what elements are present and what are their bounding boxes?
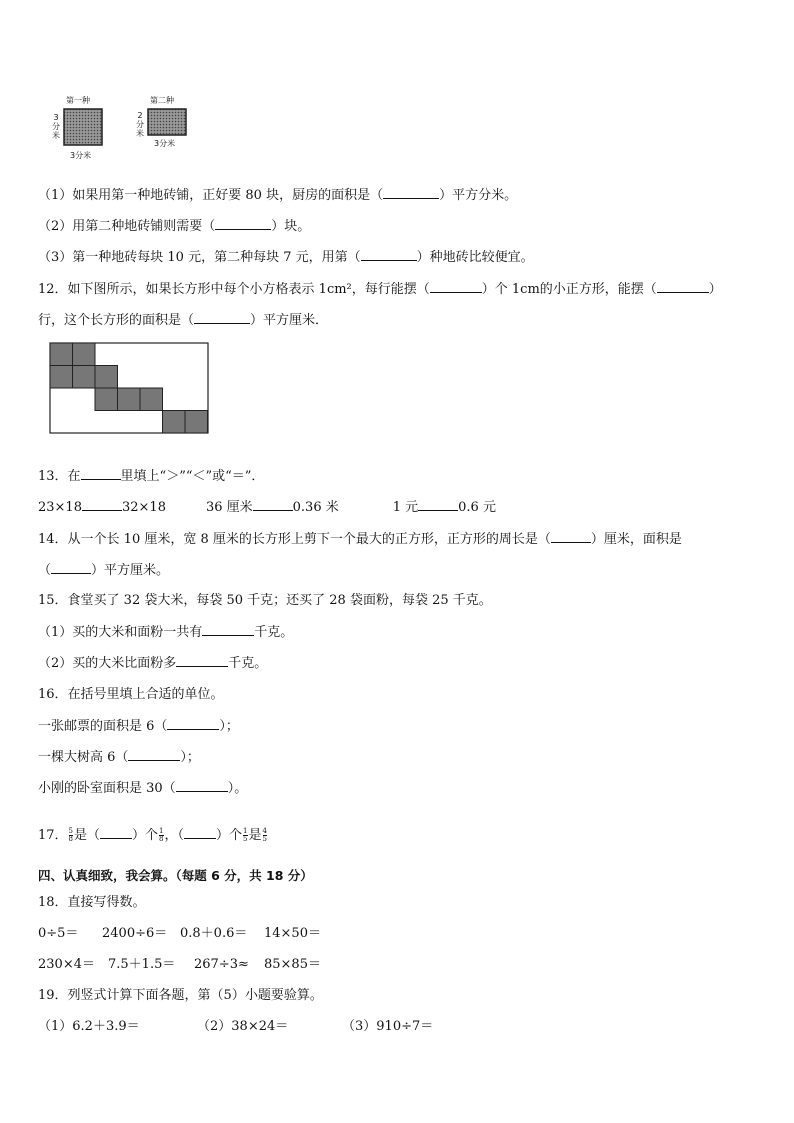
grid-square	[185, 411, 208, 434]
answer-blank[interactable]	[184, 826, 216, 839]
q13-items: 23×18 32×18 36 厘米 0.36 米 1 元 0.6 元	[38, 500, 496, 515]
q16-line2: 一棵大树高 6（ ）；	[38, 750, 200, 765]
tile-second-side: 2 分 米	[136, 111, 144, 138]
q16-line3: 小刚的卧室面积是 30（ ）。	[38, 781, 248, 796]
answer-blank[interactable]	[194, 311, 250, 324]
grid-square	[118, 388, 141, 411]
section-4-heading: 四、认真细致，我会算。（每题 6 分，共 18 分）	[38, 868, 313, 883]
answer-blank[interactable]	[100, 826, 132, 839]
grid-square	[50, 343, 73, 366]
q18-title: 18．直接写得数。	[38, 895, 146, 910]
q18-row1: 0÷5＝ 2400÷6＝ 0.8＋0.6＝ 14×50＝	[38, 926, 321, 941]
q19-items: （1）6.2＋3.9＝ （2）38×24＝ （3）910÷7＝	[38, 1019, 434, 1034]
tile-first-title: 第一种	[66, 96, 90, 105]
q14-line2: （ ）平方厘米。	[38, 563, 170, 578]
q19-title: 19．列竖式计算下面各题，第（5）小题要验算。	[38, 988, 323, 1003]
answer-blank[interactable]	[418, 498, 458, 511]
grid-square	[140, 388, 163, 411]
q16-title: 16．在括号里填上合适的单位。	[38, 687, 224, 702]
q11-part1: （1）如果用第一种地砖铺，正好要 80 块，厨房的面积是（ ）平方分米。	[38, 188, 518, 203]
tile-first-bottom: 3分米	[70, 151, 92, 160]
answer-blank[interactable]	[383, 186, 439, 199]
tile-second-rect	[147, 108, 187, 136]
answer-blank[interactable]	[81, 467, 121, 480]
q18-row2: 230×4＝ 7.5＋1.5＝ 267÷3≈ 85×85＝	[38, 957, 321, 972]
answer-blank[interactable]	[430, 280, 482, 293]
q14-line1: 14．从一个长 10 厘米，宽 8 厘米的长方形上剪下一个最大的正方形，正方形的周长是（ ）厘米，面积是	[38, 532, 682, 547]
answer-blank[interactable]	[215, 217, 271, 230]
fraction: $\frac{1}{5}$	[243, 827, 248, 843]
grid-square	[50, 366, 73, 389]
fraction: $\frac{4}{5}$	[262, 827, 267, 843]
tile-second-bottom: 3分米	[154, 139, 176, 148]
answer-blank[interactable]	[82, 498, 122, 511]
q15-title: 15．食堂买了 32 袋大米，每袋 50 千克；还买了 28 袋面粉，每袋 25 千克。	[38, 593, 492, 608]
q12-line1: 12．如下图所示，如果长方形中每个小方格表示 1cm²，每行能摆（ ）个 1cm的小正方形，能摆（ ）	[38, 282, 722, 297]
grid-square	[73, 343, 96, 366]
q15-part1: （1）买的大米和面粉一共有 千克。	[38, 625, 294, 640]
q11-part2: （2）用第二种地砖铺则需要（ ）块。	[38, 219, 311, 234]
q16-line1: 一张邮票的面积是 6（ ）；	[38, 719, 239, 734]
answer-blank[interactable]	[657, 280, 709, 293]
answer-blank[interactable]	[176, 654, 228, 667]
tile-second-title: 第二种	[150, 96, 174, 105]
grid-square	[73, 366, 96, 389]
fraction: $\frac{5}{8}$	[68, 827, 74, 843]
grid-square	[163, 411, 186, 434]
grid-square	[95, 366, 118, 389]
answer-blank[interactable]	[202, 623, 254, 636]
answer-blank[interactable]	[253, 498, 293, 511]
q15-part2: （2）买的大米比面粉多 千克。	[38, 656, 268, 671]
answer-blank[interactable]	[128, 748, 180, 761]
fraction: $\frac{1}{8}$	[159, 827, 164, 843]
tile-first-square	[63, 108, 103, 146]
answer-blank[interactable]	[361, 248, 417, 261]
tile-first-side: 3 分 米	[52, 113, 60, 140]
q13-title: 13．在 里填上“＞”“＜”或“＝”．	[38, 469, 265, 484]
answer-blank[interactable]	[551, 530, 591, 543]
answer-blank[interactable]	[176, 779, 228, 792]
q12-line2: 行，这个长方形的面积是（ ）平方厘米．	[38, 313, 329, 328]
q12-rectangle-figure	[48, 341, 212, 435]
q17-line: 17． $\frac{5}{8}$ 是（ ）个 $\frac{1}{8}$ ，（ ）个 $\frac{1}{5}$ 是 $\frac{4}{5}$	[38, 827, 267, 843]
answer-blank[interactable]	[167, 717, 219, 730]
grid-square	[95, 388, 118, 411]
q11-part3: （3）第一种地砖每块 10 元，第二种每块 7 元，用第（ ）种地砖比较便宜。	[38, 250, 534, 265]
answer-blank[interactable]	[51, 561, 91, 574]
